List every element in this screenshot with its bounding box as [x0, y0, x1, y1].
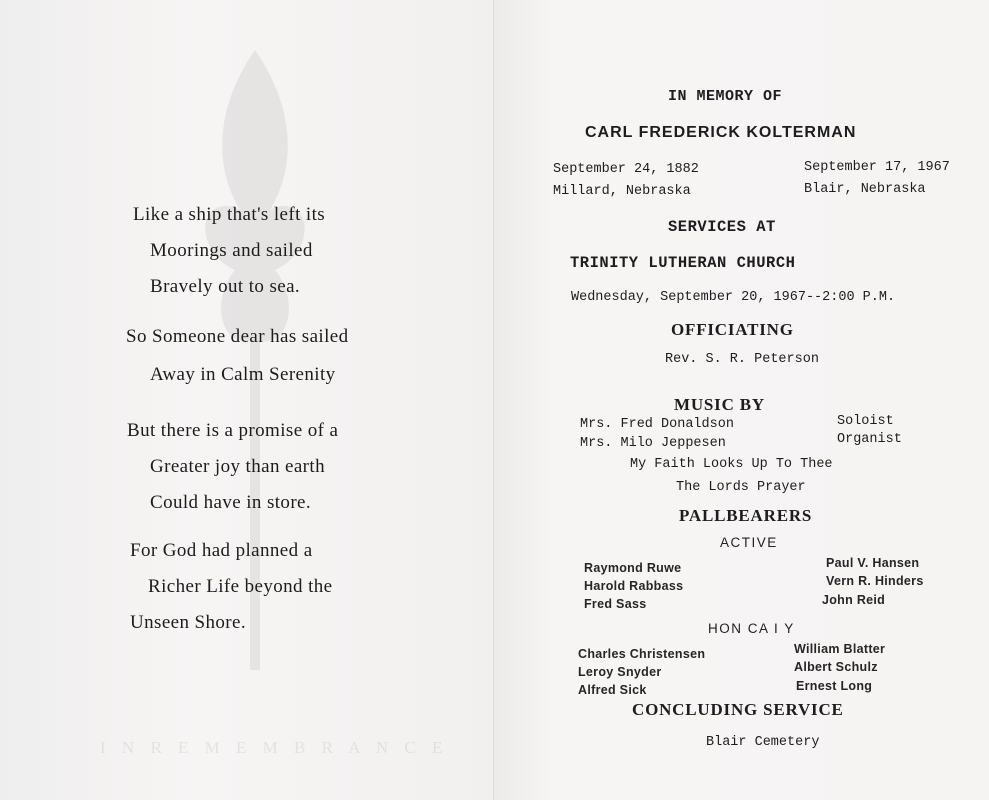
- honorary-pallbearer-name: Albert Schulz: [794, 660, 878, 674]
- song-title: The Lords Prayer: [676, 480, 806, 495]
- poem-line: Could have in store.: [150, 492, 312, 513]
- music-heading: MUSIC BY: [674, 395, 765, 414]
- performer-role: Organist: [837, 432, 902, 447]
- pallbearer-name: Vern R. Hinders: [826, 574, 924, 588]
- poem-line: Like a ship that's left its: [133, 204, 326, 225]
- pallbearer-name: Fred Sass: [584, 597, 647, 611]
- pallbearer-name: Paul V. Hansen: [826, 556, 920, 570]
- church-name: TRINITY LUTHERAN CHURCH: [570, 254, 796, 272]
- concluding-heading: CONCLUDING SERVICE: [632, 700, 844, 719]
- poem-line: Bravely out to sea.: [150, 276, 301, 297]
- poem-line: Away in Calm Serenity: [150, 364, 336, 385]
- honorary-pallbearer-name: Charles Christensen: [578, 647, 706, 661]
- honorary-pallbearer-name: William Blatter: [794, 642, 886, 656]
- cemetery-name: Blair Cemetery: [706, 735, 820, 750]
- pallbearer-name: Harold Rabbass: [584, 579, 684, 593]
- pallbearers-heading: PALLBEARERS: [679, 506, 813, 525]
- death-date: September 17, 1967: [804, 160, 950, 175]
- bleed-through-text: I N R E M E M B R A N C E: [100, 738, 449, 757]
- officiating-heading: OFFICIATING: [671, 320, 794, 339]
- service-datetime: Wednesday, September 20, 1967--2:00 P.M.: [571, 290, 896, 305]
- services-heading: SERVICES AT: [668, 218, 776, 236]
- performer-name: Mrs. Milo Jeppesen: [580, 436, 726, 451]
- poem-line: Moorings and sailed: [150, 240, 313, 261]
- poem-line: Richer Life beyond the: [148, 576, 333, 597]
- poem-line: For God had planned a: [130, 540, 313, 561]
- honorary-label: HON CA I Y: [708, 621, 795, 636]
- officiant-name: Rev. S. R. Peterson: [665, 352, 819, 367]
- death-place: Blair, Nebraska: [804, 182, 926, 197]
- poem-line: So Someone dear has sailed: [126, 326, 349, 347]
- birth-place: Millard, Nebraska: [553, 184, 691, 199]
- song-title: My Faith Looks Up To Thee: [630, 457, 833, 472]
- pallbearer-name: John Reid: [822, 593, 886, 607]
- pallbearer-name: Raymond Ruwe: [584, 561, 682, 575]
- performer-name: Mrs. Fred Donaldson: [580, 417, 734, 432]
- memorial-heading: IN MEMORY OF: [668, 88, 783, 105]
- poem-line: Greater joy than earth: [150, 456, 325, 477]
- honorary-pallbearer-name: Alfred Sick: [578, 683, 647, 697]
- poem-line: But there is a promise of a: [127, 420, 339, 441]
- poem-line: Unseen Shore.: [130, 612, 247, 633]
- birth-date: September 24, 1882: [553, 162, 699, 177]
- deceased-name: CARL FREDERICK KOLTERMAN: [585, 124, 857, 141]
- honorary-pallbearer-name: Leroy Snyder: [578, 665, 662, 679]
- active-label: ACTIVE: [720, 535, 778, 550]
- performer-role: Soloist: [837, 414, 894, 429]
- honorary-pallbearer-name: Ernest Long: [796, 679, 873, 693]
